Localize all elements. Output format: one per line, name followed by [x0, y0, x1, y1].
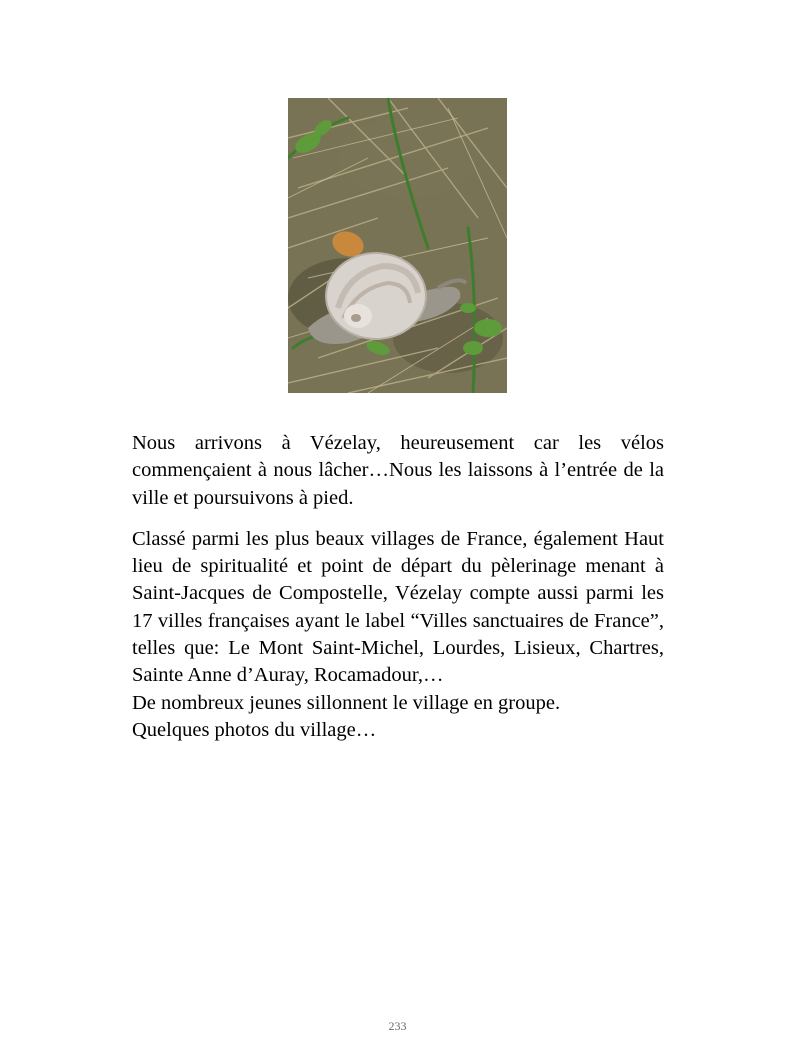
- paragraph-vezelay-description: Classé parmi les plus beaux villages de France, également Haut lieu de spiritualité et point de départ du pèlerinage menant à Saint-Jacques de Compostelle, Vézelay compte aussi parmi les 17 villes françaises ayant le label “Villes sanctuaires de France”, telles que: Le Mont Saint-Michel, Lourdes, Lisieux, Chartres, Sainte Anne d’Auray, Rocamadour,…: [132, 527, 664, 687]
- page-number: 233: [388, 1019, 407, 1033]
- line-young-people: De nombreux jeunes sillonnent le village en groupe.: [132, 691, 561, 714]
- snail-photo: [288, 98, 507, 393]
- paragraph-arrival: Nous arrivons à Vézelay, heureusement car les vélos commençaient à nous lâcher…Nous les laissons à l’entrée de la ville et poursuivons à pied.: [132, 432, 664, 509]
- line-photos: Quelques photos du village…: [132, 718, 377, 741]
- body-text: [132, 430, 664, 744]
